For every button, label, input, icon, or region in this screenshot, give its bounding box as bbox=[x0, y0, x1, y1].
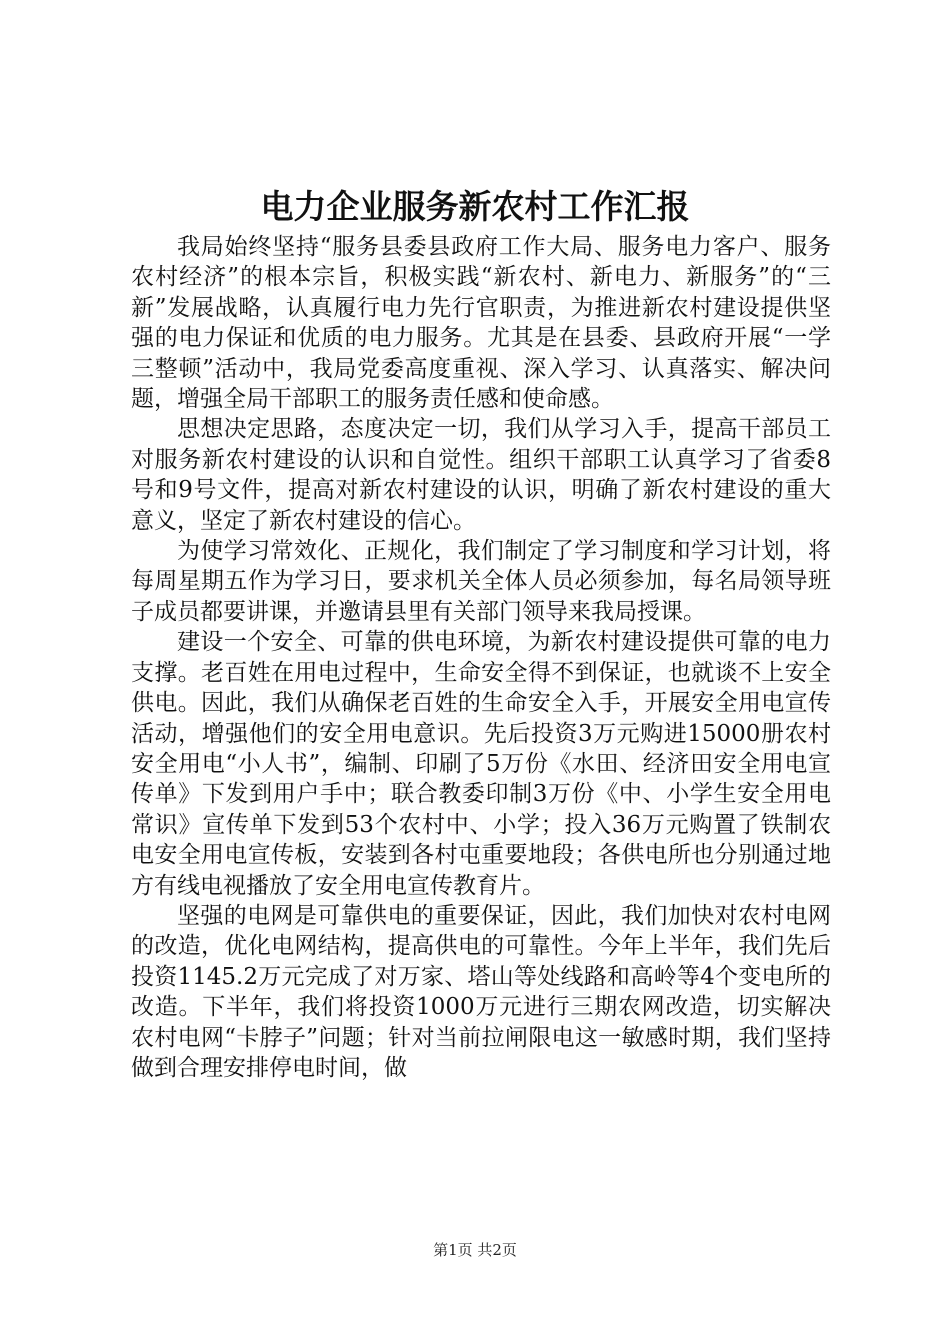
document-title: 电力企业服务新农村工作汇报 bbox=[260, 187, 690, 226]
page-number-footer: 第1页 共2页 bbox=[433, 1241, 517, 1259]
paragraph-4: 建设一个安全、可靠的供电环境，为新农村建设提供可靠的电力支撑。老百姓在用电过程中，生命安全得不到保证，也就谈不上安全供电。因此，我们从确保老百姓的生命安全入手，开展安全用电宣传活动，增强他们的安全用电意识。先后投资3万元购进15000册农村安全用电“小人书”，编制、印刷了5万份《水田、经济田安全用电宣传单》下发到用户手中；联合教委印制3万份《中、小学生安全用电常识》宣传单下发到53个农村中、小学；投入36万元购置了铁制农电安全用电宣传板，安装到各村屯重要地段；各供电所也分别通过地方有线电视播放了安全用电宣传教育片。 bbox=[131, 629, 831, 899]
document-body bbox=[131, 232, 831, 1083]
paragraph-1: 我局始终坚持“服务县委县政府工作大局、服务电力客户、服务农村经济”的根本宗旨，积极实践“新农村、新电力、新服务”的“三新”发展战略，认真履行电力先行官职责，为推进新农村建设提供坚强的电力保证和优质的电力服务。尤其是在县委、县政府开展“一学三整顿”活动中，我局党委高度重视、深入学习、认真落实、解决问题，增强全局干部职工的服务责任感和使命感。 bbox=[131, 234, 831, 413]
paragraph-3: 为使学习常效化、正规化，我们制定了学习制度和学习计划，将每周星期五作为学习日，要求机关全体人员必须参加，每名局领导班子成员都要讲课，并邀请县里有关部门领导来我局授课。 bbox=[131, 538, 831, 625]
paragraph-5: 坚强的电网是可靠供电的重要保证，因此，我们加快对农村电网的改造，优化电网结构，提高供电的可靠性。今年上半年，我们先后投资1145.2万元完成了对万家、塔山等处线路和高岭等4个变电所的改造。下半年，我们将投资1000万元进行三期农网改造，切实解决农村电网“卡脖子”问题；针对当前拉闸限电这一敏感时期，我们坚持做到合理安排停电时间，做 bbox=[131, 902, 831, 1081]
paragraph-2: 思想决定思路，态度决定一切，我们从学习入手，提高干部员工对服务新农村建设的认识和自觉性。组织干部职工认真学习了省委8号和9号文件，提高对新农村建设的认识，明确了新农村建设的重大意义，坚定了新农村建设的信心。 bbox=[131, 416, 831, 534]
